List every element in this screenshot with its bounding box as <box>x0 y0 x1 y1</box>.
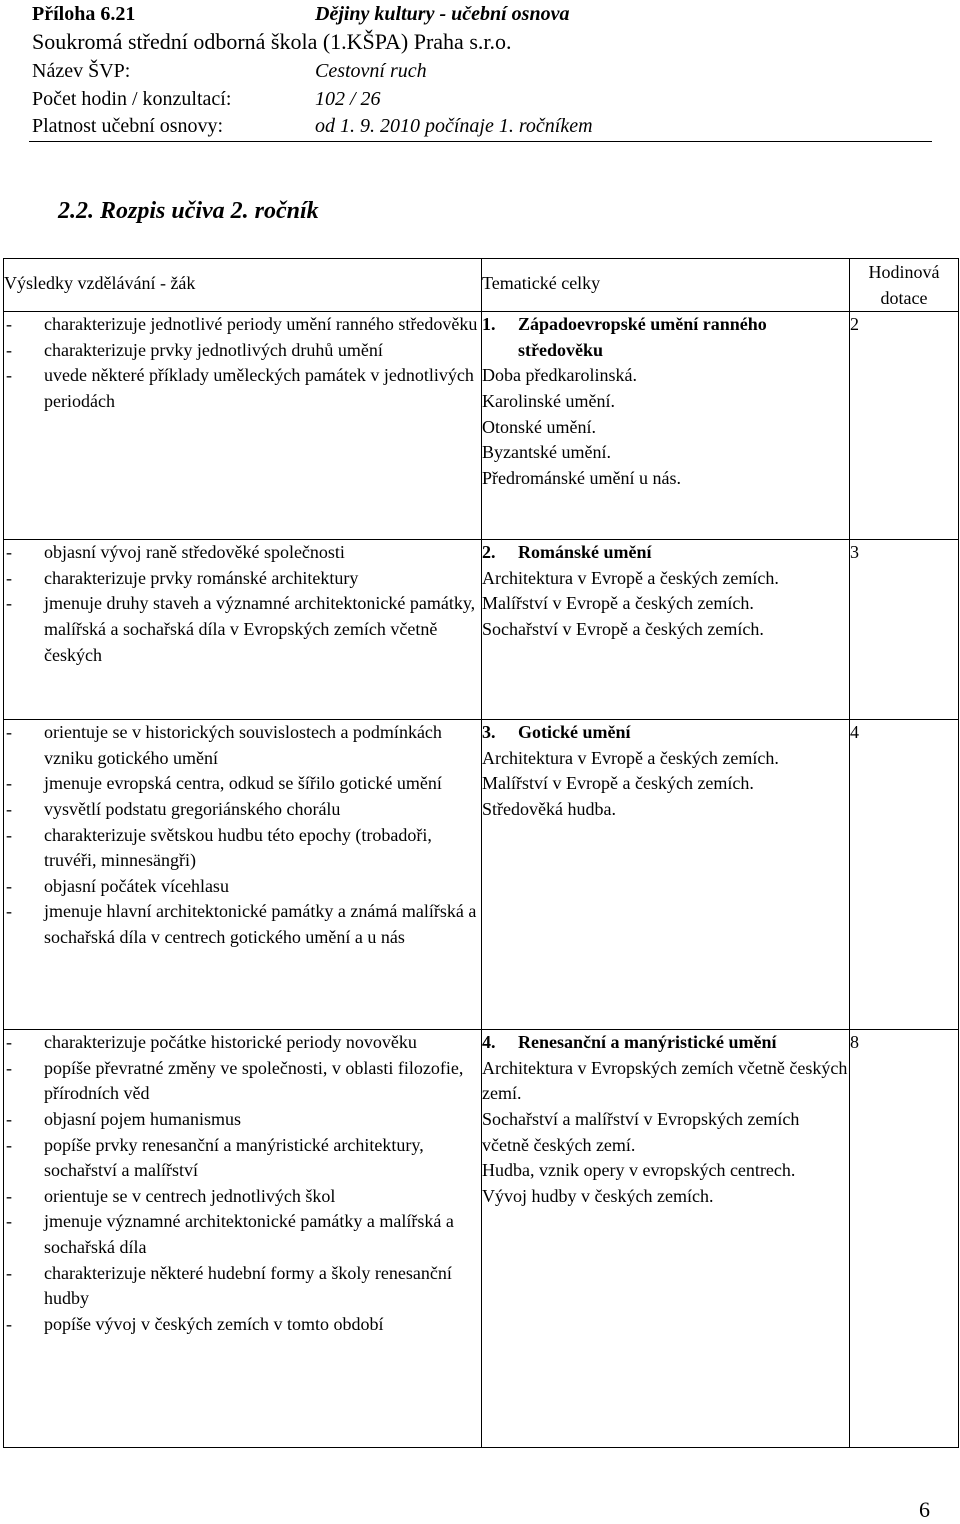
topic-subitem: Vývoj hudby v českých zemích. <box>482 1185 714 1206</box>
table-header-row <box>4 259 959 312</box>
topic-number: 3. <box>482 722 496 743</box>
school-name <box>32 30 512 54</box>
outcome-item: - charakterizuje světskou hudbu této epochy (trobadoři, truvéři, minnesängři) <box>4 823 481 874</box>
topic-subitem: Předrománské umění u nás. <box>482 467 681 488</box>
topic-cell <box>482 312 850 540</box>
outcome-item: - charakterizuje počátke historické periody novověku <box>4 1030 481 1056</box>
outcome-item: - vysvětlí podstatu gregoriánského chorálu <box>4 797 481 823</box>
topic-name: Západoevropské umění ranného středověku <box>518 314 767 360</box>
topic-subitem: Středověká hudba. <box>482 798 616 819</box>
hours-value: 102 / 26 <box>315 88 381 110</box>
outcome-item: - popíše vývoj v českých zemích v tomto období <box>4 1312 481 1338</box>
outcome-item: - objasní počátek vícehlasu <box>4 874 481 900</box>
topic-subitem: Malířství v Evropě a českých zemích. <box>482 593 754 614</box>
topic-name: Gotické umění <box>518 722 631 743</box>
outcomes-list <box>4 1030 481 1337</box>
validity-value: od 1. 9. 2010 počínaje 1. ročníkem <box>315 115 593 137</box>
topic-cell <box>482 1030 850 1448</box>
outcomes-cell <box>4 312 482 540</box>
outcome-item: - jmenuje významné architektonické památky a malířská a sochařská díla <box>4 1209 481 1260</box>
topic-number: 4. <box>482 1032 496 1053</box>
topic-subitem: Hudba, vznik opery v evropských centrech. <box>482 1160 796 1181</box>
topic-title <box>482 1030 849 1056</box>
topic-title <box>482 312 849 363</box>
outcome-item: - charakterizuje prvky jednotlivých druhů umění <box>4 338 481 364</box>
topic-subitem: Architektura v Evropě a českých zemích. <box>482 567 779 588</box>
outcome-item: - charakterizuje prvky románské architektury <box>4 566 481 592</box>
topic-subitem: Otonské umění. <box>482 416 596 437</box>
hours-cell: 2 <box>850 312 959 540</box>
outcome-item: - charakterizuje některé hudební formy a školy renesanční hudby <box>4 1261 481 1312</box>
column-header-hours: Hodinová dotace <box>850 259 959 312</box>
outcomes-list <box>4 312 481 414</box>
table-row <box>4 540 959 720</box>
topic-number: 1. <box>482 314 496 335</box>
outcome-item: - jmenuje evropská centra, odkud se šířilo gotické umění <box>4 771 481 797</box>
validity-label: Platnost učební osnovy: <box>32 115 224 137</box>
table-row <box>4 1030 959 1448</box>
topic-cell <box>482 540 850 720</box>
column-header-outcomes: Výsledky vzdělávání - žák <box>4 259 482 312</box>
topic-name: Renesanční a manýristické umění <box>518 1032 777 1053</box>
topic-name: Románské umění <box>518 542 652 563</box>
outcome-item: - uvede některé příklady uměleckých památek v jednotlivých periodách <box>4 363 481 414</box>
outcome-item: - objasní vývoj raně středověké společnosti <box>4 540 481 566</box>
outcome-item: - popíše prvky renesanční a manýristické architektury, sochařství a malířství <box>4 1133 481 1184</box>
outcomes-list <box>4 540 481 668</box>
hours-cell: 3 <box>850 540 959 720</box>
section-title: 2.2. Rozpis učiva 2. ročník <box>58 198 319 224</box>
column-header-topics: Tematické celky <box>482 259 850 312</box>
topic-number: 2. <box>482 542 496 563</box>
svp-value: Cestovní ruch <box>315 60 427 82</box>
table-row <box>4 720 959 1030</box>
outcomes-cell <box>4 540 482 720</box>
topic-subitem: Byzantské umění. <box>482 442 611 463</box>
outcome-item: - popíše převratné změny ve společnosti, v oblasti filozofie, přírodních věd <box>4 1056 481 1107</box>
topic-subitem: Architektura v Evropě a českých zemích. <box>482 747 779 768</box>
topic-subitem: Malířství v Evropě a českých zemích. <box>482 773 754 794</box>
outcomes-cell <box>4 1030 482 1448</box>
hours-cell: 4 <box>850 720 959 1030</box>
topic-subitem: Karolinské umění. <box>482 390 615 411</box>
school-name-text: Soukromá střední odborná škola (1.KŠPA) Praha s.r.o. <box>32 29 512 54</box>
topic-subitem: Sochařství a malířství v Evropských zemích včetně českých zemí. <box>482 1108 800 1155</box>
outcome-item: - jmenuje hlavní architektonické památky a známá malířská a sochařská díla v centrech gotického umění a u nás <box>4 899 481 950</box>
header-divider <box>29 141 932 142</box>
outcome-item: - objasní pojem humanismus <box>4 1107 481 1133</box>
outcome-item: - orientuje se v historických souvislostech a podmínkách vzniku gotického umění <box>4 720 481 771</box>
outcome-item: - charakterizuje jednotlivé periody umění ranného středověku <box>4 312 481 338</box>
table-row <box>4 312 959 540</box>
topic-subitem: Doba předkarolinská. <box>482 365 637 386</box>
topic-cell <box>482 720 850 1030</box>
outcomes-cell <box>4 720 482 1030</box>
subject-name: Dějiny kultury - učební osnova <box>315 3 570 25</box>
page-number: 6 <box>919 1497 930 1522</box>
topic-title <box>482 540 849 566</box>
hours-cell: 8 <box>850 1030 959 1448</box>
outcome-item: - jmenuje druhy staveh a významné architektonické památky, malířská a sochařská díla v Evropských zemích včetně českých <box>4 591 481 668</box>
appendix-label: Příloha 6.21 <box>32 3 136 25</box>
curriculum-table <box>3 258 959 1448</box>
outcome-item: - orientuje se v centrech jednotlivých škol <box>4 1184 481 1210</box>
svp-label: Název ŠVP: <box>32 60 131 82</box>
topic-subitem: Sochařství v Evropě a českých zemích. <box>482 618 764 639</box>
topic-title <box>482 720 849 746</box>
topic-subitem: Architektura v Evropských zemích včetně českých zemí. <box>482 1057 848 1104</box>
hours-label: Počet hodin / konzultací: <box>32 88 232 110</box>
outcomes-list <box>4 720 481 950</box>
